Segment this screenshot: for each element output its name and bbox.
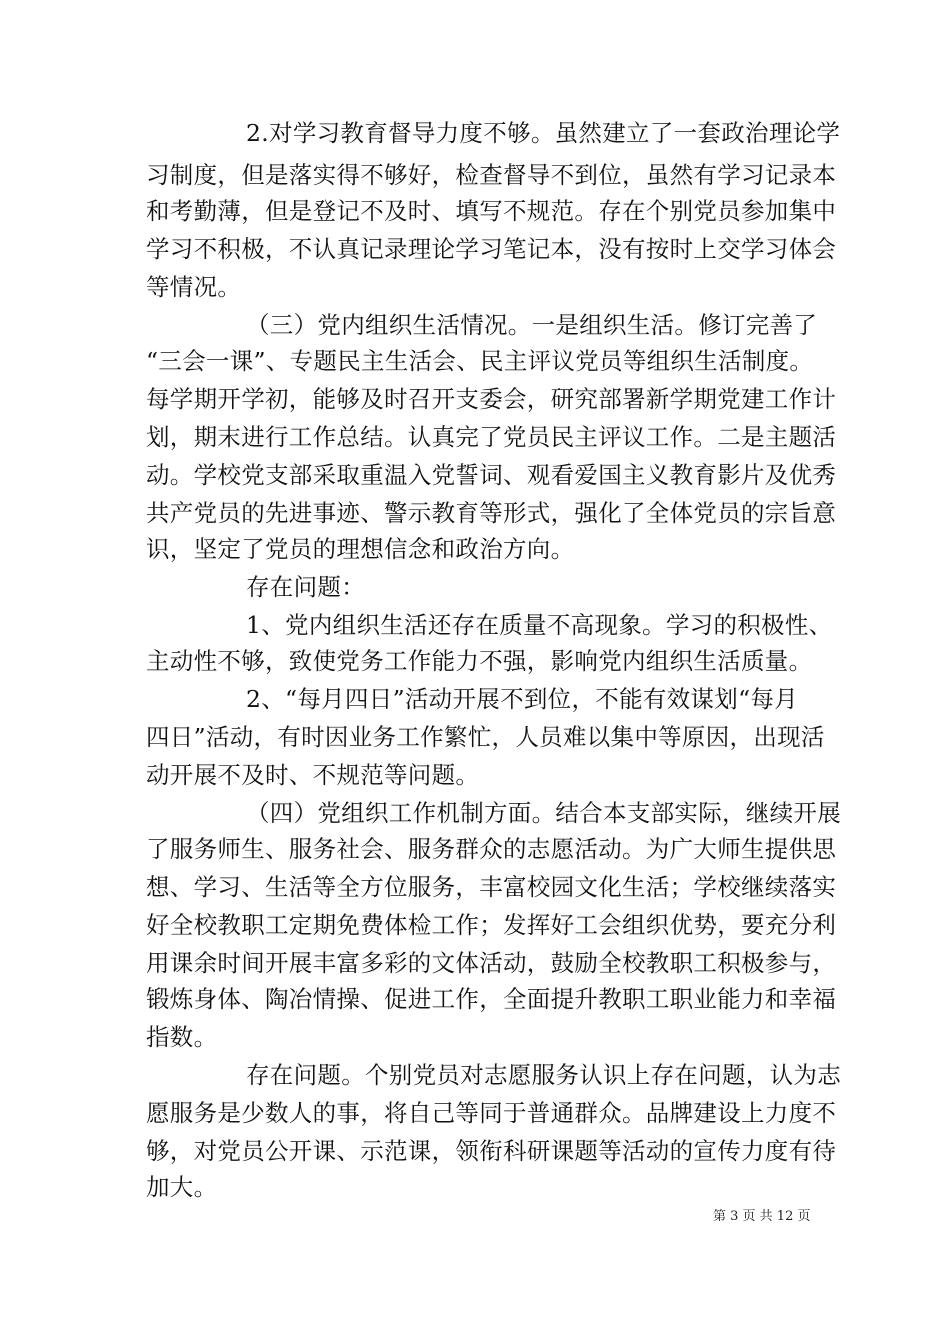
paragraph-line: 想、学习、生活等全方位服务，丰富校园文化生活；学校继续落实 — [146, 873, 837, 901]
paragraph-line: 用课余时间开展丰富多彩的文体活动，鼓励全校教职工积极参与， — [146, 949, 837, 977]
paragraph-line: 主动性不够，致使党务工作能力不强，影响党内组织生活质量。 — [146, 647, 813, 675]
paragraph-line: 等情况。 — [146, 273, 242, 301]
paragraph-line: 锻炼身体、陶冶情操、促进工作，全面提升教职工职业能力和幸福 — [146, 985, 837, 1013]
paragraph-line: 每学期开学初，能够及时召开支委会，研究部署新学期党建工作计 — [146, 385, 837, 413]
paragraph-line: 了服务师生、服务社会、服务群众的志愿活动。为广大师生提供思 — [146, 835, 837, 863]
paragraph-line: 动开展不及时、不规范等问题。 — [146, 761, 480, 789]
paragraph-line: 和考勤薄，但是登记不及时、填写不规范。存在个别党员参加集中 — [146, 197, 837, 225]
paragraph-line: 好全校教职工定期免费体检工作；发挥好工会组织优势，要充分利 — [146, 911, 837, 939]
paragraph-line: 1、党内组织生活还存在质量不高现象。学习的积极性、 — [246, 611, 833, 639]
paragraph-line: “三会一课”、专题民主生活会、民主评议党员等组织生活制度。 — [146, 347, 814, 375]
page-number-footer: 第 3 页 共 12 页 — [713, 1209, 811, 1224]
paragraph-line: 存在问题。个别党员对志愿服务认识上存在问题，认为志 — [246, 1061, 841, 1089]
section-heading: 存在问题： — [246, 573, 365, 601]
paragraph-line: 学习不积极，不认真记录理论学习笔记本，没有按时上交学习体会 — [146, 235, 837, 263]
paragraph-line: 2、“每月四日”活动开展不到位，不能有效谋划“每月 — [246, 685, 798, 713]
paragraph-line: 愿服务是少数人的事，将自己等同于普通群众。品牌建设上力度不 — [146, 1099, 837, 1127]
paragraph-line: 指数。 — [146, 1023, 218, 1051]
paragraph-line: 习制度，但是落实得不够好，检查督导不到位，虽然有学习记录本 — [146, 161, 837, 189]
paragraph-line: 2.对学习教育督导力度不够。虽然建立了一套政治理论学 — [246, 119, 841, 147]
paragraph-line: 四日”活动，有时因业务工作繁忙，人员难以集中等原因，出现活 — [146, 723, 825, 751]
paragraph-line: 动。学校党支部采取重温入党誓词、观看爱国主义教育影片及优秀 — [146, 461, 837, 489]
paragraph-line: 识，坚定了党员的理想信念和政治方向。 — [146, 535, 575, 563]
paragraph-line: （三）党内组织生活情况。一是组织生活。修订完善了 — [246, 311, 818, 339]
paragraph-line: （四）党组织工作机制方面。结合本支部实际，继续开展 — [246, 799, 841, 827]
paragraph-line: 共产党员的先进事迹、警示教育等形式，强化了全体党员的宗旨意 — [146, 499, 837, 527]
paragraph-line: 划，期末进行工作总结。认真完了党员民主评议工作。二是主题活 — [146, 423, 837, 451]
paragraph-line: 够，对党员公开课、示范课，领衔科研课题等活动的宣传力度有待 — [146, 1137, 837, 1165]
paragraph-line: 加大。 — [146, 1173, 218, 1201]
